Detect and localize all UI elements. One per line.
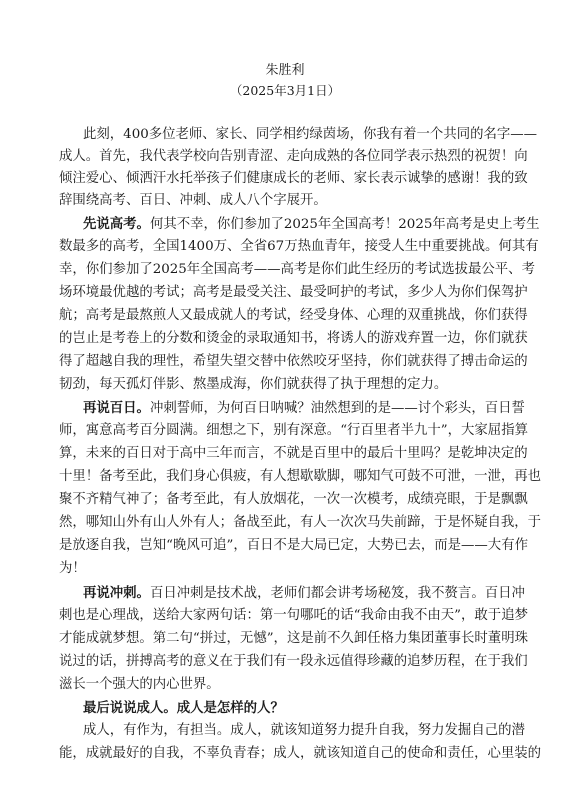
paragraph-3-line-4: 十里！备考至此，我们身心俱疲，有人想歇歇脚，哪知气可鼓不可泄，一泄，再也 — [59, 469, 542, 484]
paragraph-4-line-4: 说过的话，拼搏高考的意义在于我们有一段永远值得珍藏的追梦历程，在于我们 — [59, 654, 528, 669]
paragraph-2-line-4: 场环境最优越的考试；高考是最受关注、最受呵护的考试，多少人为你们保驾护 — [59, 285, 528, 300]
paragraph-3-line-3: 算，未来的百日对于高中三年而言，不就是百里中的最后十里吗？是乾坤决定的 — [59, 446, 528, 461]
section-heading-bairi: 再说百日。 — [83, 400, 150, 416]
paragraph-4-line-2: 刺也是心理战，送给大家两句话：第一句哪吒的话“我命由我不由天”，敢于追梦 — [59, 608, 528, 623]
paragraph-2-line-5: 航；高考是最熬煎人又最成就人的考试，经受身体、心理的双重挑战，你们获得 — [59, 308, 528, 323]
paragraph-4-line-1: 再说冲刺。百日冲刺是技术战，老师们都会讲考场秘笈，我不赘言。百日冲 — [83, 585, 525, 601]
paragraph-6-line-1: 成人，有作为，有担当。成人，就该知道努力提升自我，努力发掘自己的潜 — [83, 723, 525, 738]
paragraph-6-line-2: 能，成就最好的自我，不辜负青春；成人，就该知道自己的使命和责任，心里装的 — [59, 746, 542, 761]
paragraph-4-line-3: 才能成就梦想。第二句“拼过，无憾”，这是前不久卸任格力集团董事长时董明珠 — [59, 631, 528, 646]
section-heading-gaokao: 先说高考。 — [83, 216, 150, 232]
paragraph-3-line-8: 为！ — [59, 561, 86, 576]
paragraph-2-line-7: 得了超越自我的理性，希望失望交替中依然咬牙坚持，你们就获得了搏击命运的 — [59, 354, 528, 369]
section-heading-chongci: 再说冲刺。 — [83, 585, 150, 601]
paragraph-3-line-6: 然，哪知山外有山人外有人；备战至此，有人一次次马失前蹄，于是怀疑自我，于 — [59, 515, 542, 530]
paragraph-2-line-8: 韧劲，每天孤灯伴影、熬墨成海，你们就获得了执于理想的定力。 — [59, 377, 448, 392]
paragraph-1-line-2: 成人。首先，我代表学校向告别青涩、走向成熟的各位同学表示热烈的祝贺！向 — [59, 149, 528, 164]
paragraph-1-line-4: 辞围绕高考、百日、冲刺、成人八个字展开。 — [59, 193, 327, 208]
author-name: 朱胜利 — [265, 63, 305, 78]
paragraph-2-line-2: 数最多的高考，全国1400万、全省67万热血青年，接受人生中重要挑战。何其有 — [59, 239, 539, 254]
paragraph-3-line-5: 聚不齐精气神了；备考至此，有人放烟花，一次一次模考，成绩亮眼，于是飘飘 — [59, 492, 528, 507]
paragraph-2-line-3: 幸，你们参加了2025年全国高考——高考是你们此生经历的考试选拔最公平、考 — [59, 262, 535, 277]
paragraph-4-line-5: 滋长一个强大的内心世界。 — [59, 677, 220, 692]
paragraph-1-line-1: 此刻，400多位老师、家长、同学相约绿茵场，你我有着一个共同的名字—— — [83, 127, 538, 142]
paragraph-2-line-1: 先说高考。何其不幸，你们参加了2025年全国高考！2025年高考是史上考生 — [83, 216, 540, 232]
paragraph-1-line-3: 倾注爱心、倾洒汗水托举孩子们健康成长的老师、家长表示诚挚的感谢！我的致 — [59, 171, 528, 186]
paragraph-3-line-7: 是放逐自我，岂知“晚风可追”，百日不是大局已定，大势已去，而是——大有作 — [59, 538, 528, 553]
paragraph-2-line-6: 的岂止是考卷上的分数和烫金的录取通知书，将诱人的游戏弃置一边，你们就获 — [59, 331, 528, 346]
paragraph-3-line-2: 师，寓意高考百分圆满。细想之下，别有深意。“行百里者半九十”，大家屈指算 — [59, 423, 528, 438]
speech-date: （2025年3月1日） — [229, 83, 341, 98]
section-heading-chengren: 最后说说成人。成人是怎样的人？ — [83, 700, 284, 716]
paragraph-3-line-1: 再说百日。冲刺誓师，为何百日呐喊？油然想到的是——讨个彩头，百日誓 — [83, 400, 525, 416]
paragraph-5-line-1 — [59, 698, 513, 718]
